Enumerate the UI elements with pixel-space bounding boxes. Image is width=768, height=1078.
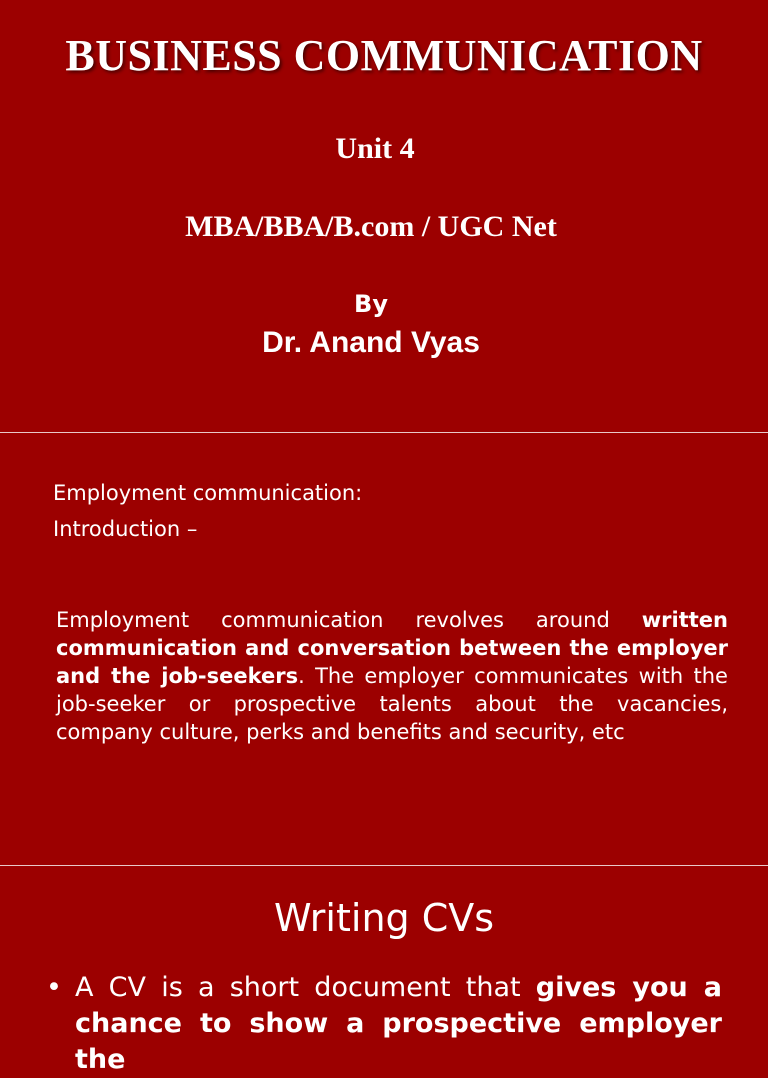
section-subheading: Introduction –	[53, 517, 198, 541]
para-text: . The employer communicates with the job-seeker or prospective talents about the vacancies, company culture, perks and benefits and security, etc	[56, 664, 728, 744]
bullet-icon: •	[46, 972, 62, 1003]
course-label: MBA/BBA/B.com / UGC Net	[185, 210, 557, 243]
para-bold-text: written communication and conversation between the employer and the job-seekers	[56, 608, 728, 688]
list-item	[46, 970, 722, 1078]
bullet-bold-text: gives you a chance to show a prospective employer the	[75, 972, 722, 1075]
unit-label: Unit 4	[335, 132, 415, 165]
section-heading: Employment communication:	[53, 481, 363, 505]
author-name: Dr. Anand Vyas	[262, 326, 480, 359]
para-text: Employment communication revolves around	[56, 608, 642, 632]
intro-paragraph	[56, 606, 728, 746]
by-label: By	[354, 290, 388, 318]
slide-title: BUSINESS COMMUNICATION	[65, 31, 703, 80]
title-slide	[0, 0, 768, 432]
slide-title: Writing CVs	[273, 896, 495, 940]
cv-slide	[0, 866, 768, 1075]
bullet-list	[46, 970, 722, 1078]
bullet-text: A CV is a short document that	[75, 972, 536, 1003]
intro-slide	[0, 433, 768, 865]
